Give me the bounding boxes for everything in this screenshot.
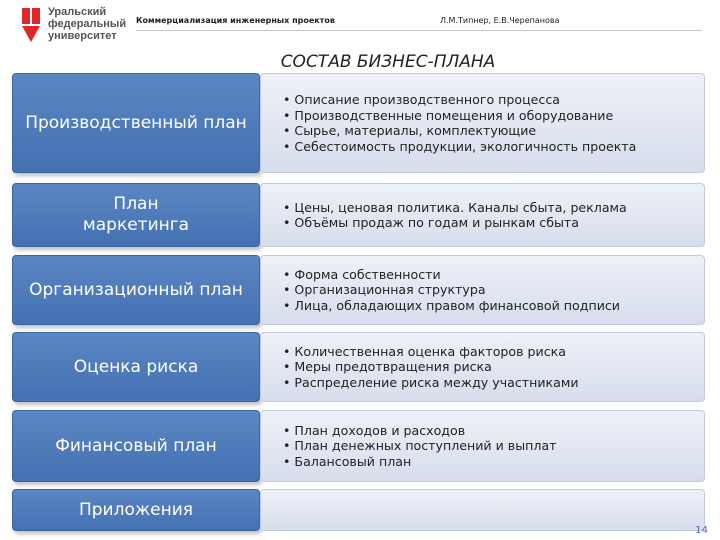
authors: Л.М.Типнер, Е.В.Черепанова	[440, 16, 560, 25]
university-logo	[20, 6, 130, 48]
plan-row-label	[12, 183, 260, 247]
list-item: • Производственные помещения и оборудование	[283, 107, 614, 123]
list-item: • Цены, ценовая политика. Каналы сбыта, реклама	[283, 199, 627, 215]
header-divider	[136, 30, 702, 31]
list-item: • Описание производственного процесса	[283, 92, 560, 107]
plan-row-items	[260, 255, 705, 325]
slide-title: СОСТАВ БИЗНЕС-ПЛАНА	[280, 52, 496, 72]
plan-row-label-text: Приложения	[78, 499, 194, 520]
course-title: Коммерциализация инженерных проектов	[136, 16, 335, 25]
plan-row-label-text: Организационный план	[29, 279, 243, 300]
list-item: • Сырье, материалы, комплектующие	[283, 123, 537, 138]
plan-row-label-text: Финансовый план	[55, 435, 217, 456]
plan-row-items	[260, 73, 705, 173]
university-emblem-icon	[20, 6, 44, 44]
logo-text	[48, 6, 126, 42]
plan-row-items	[260, 410, 705, 482]
plan-row-items	[260, 183, 705, 247]
list-item: • Лица, обладающих правом финансовой подписи	[283, 297, 620, 313]
list-item: • План доходов и расходов	[283, 422, 466, 438]
logo-line: Уральский	[48, 6, 107, 18]
list-item: • Себестоимость продукции, экологичность проекта	[283, 138, 637, 154]
logo-line: федеральный	[48, 18, 127, 30]
plan-row-label	[12, 489, 260, 531]
plan-row	[12, 183, 705, 247]
list-item: • Объёмы продаж по годам и рынкам сбыта	[283, 215, 579, 230]
plan-row	[12, 255, 705, 325]
list-item: • Форма собственности	[283, 266, 441, 282]
list-item: • План денежных поступлений и выплат	[283, 438, 557, 454]
plan-row-label-text: Оценка риска	[73, 356, 199, 377]
plan-row-items	[260, 332, 705, 402]
list-item: • Организационная структура	[283, 282, 486, 298]
plan-row	[12, 332, 705, 402]
list-item: • Распределение риска между участниками	[283, 374, 579, 390]
list-item: • Балансовый план	[283, 453, 412, 469]
plan-row	[12, 73, 705, 173]
plan-row	[12, 410, 705, 482]
page-number: 14	[695, 525, 708, 536]
plan-row-label-text: План маркетинга	[82, 194, 190, 235]
plan-row	[12, 489, 705, 531]
plan-row-label	[12, 410, 260, 482]
list-item: • Меры предотвращения риска	[283, 359, 492, 375]
plan-row-label	[12, 255, 260, 325]
plan-row-label	[12, 73, 260, 173]
list-item: • Количественная оценка факторов риска	[283, 343, 566, 359]
plan-row-label-text: Производственный план	[25, 112, 247, 133]
plan-row-items	[260, 489, 705, 531]
plan-row-label	[12, 332, 260, 402]
logo-line: университет	[48, 30, 117, 42]
